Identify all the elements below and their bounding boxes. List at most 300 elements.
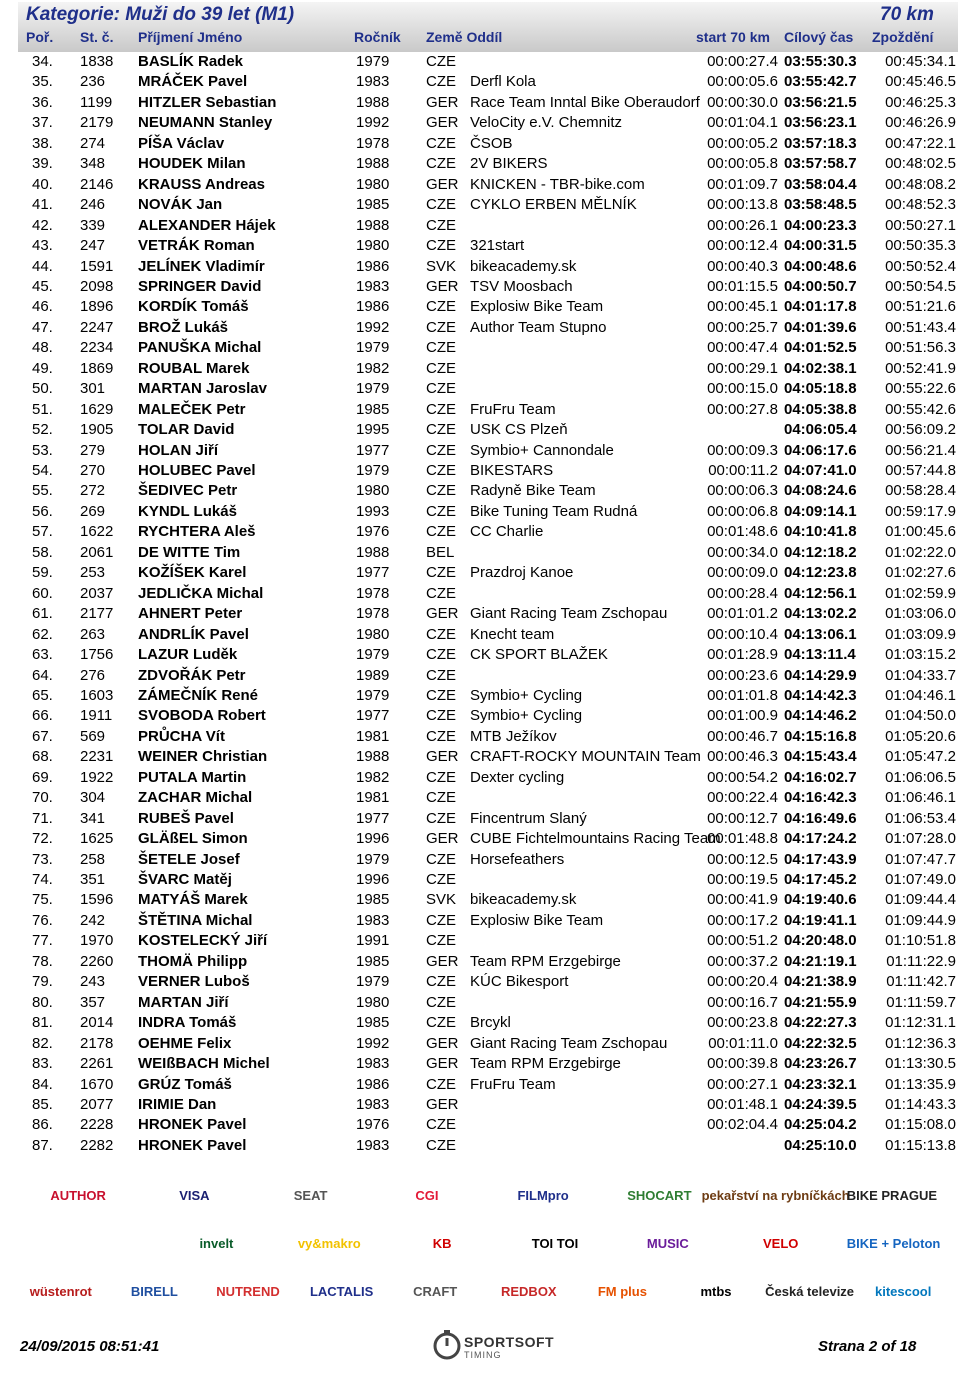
club-cell: TSV Moosbach: [470, 277, 573, 295]
col-header-gap: Zpoždění: [872, 29, 934, 45]
finish-time-cell: 04:02:38.1: [784, 359, 857, 377]
country-cell: SVK: [426, 257, 457, 275]
col-header-finish: Cílový čas: [784, 29, 854, 45]
gap-cell: 00:50:52.4: [885, 257, 956, 275]
country-cell: CZE: [426, 564, 456, 582]
gap-cell: 01:03:15.2: [885, 646, 956, 664]
gap-cell: 00:45:34.1: [885, 53, 956, 70]
country-cell: GER: [426, 93, 459, 111]
club-cell: Symbio+ Cannondale: [470, 441, 614, 459]
col-header-rank: Poř.: [26, 29, 54, 45]
finish-time-cell: 04:05:18.8: [784, 380, 857, 398]
sponsor-logo: AUTHOR: [50, 1187, 106, 1203]
country-cell: CZE: [426, 359, 456, 377]
table-row: [0, 1034, 960, 1054]
start-time-cell: 00:01:00.9: [707, 707, 778, 725]
table-row: [0, 277, 960, 297]
club-cell: Symbio+ Cycling: [470, 686, 583, 704]
gap-cell: 00:46:26.9: [885, 114, 956, 132]
start-number-cell: 2098: [80, 277, 114, 295]
start-number-cell: 1670: [80, 1075, 114, 1093]
sponsor-logo: KB: [432, 1235, 452, 1251]
gap-cell: 01:07:28.0: [885, 830, 956, 848]
birth-year-cell: 1979: [356, 646, 390, 664]
rider-name-cell: PANUŠKA Michal: [138, 339, 262, 357]
finish-time-cell: 03:57:18.3: [784, 134, 857, 152]
sponsor-logo: TOI TOI: [531, 1235, 579, 1251]
start-number-cell: 1756: [80, 646, 114, 664]
rider-name-cell: HOLAN Jiří: [138, 441, 219, 459]
country-cell: CZE: [426, 441, 456, 459]
start-time-cell: 00:00:16.7: [707, 993, 778, 1011]
table-row: [0, 747, 960, 767]
birth-year-cell: 1982: [356, 359, 390, 377]
rank-cell: 73.: [32, 850, 53, 868]
birth-year-cell: 1978: [356, 134, 390, 152]
country-cell: CZE: [426, 727, 456, 745]
finish-time-cell: 04:00:50.7: [784, 277, 857, 295]
start-time-cell: 00:00:15.0: [707, 380, 778, 398]
start-time-cell: 00:02:04.4: [707, 1116, 778, 1134]
start-number-cell: 269: [80, 502, 106, 520]
table-row: [0, 379, 960, 399]
country-cell: CZE: [426, 809, 456, 827]
table-row: [0, 543, 960, 563]
table-row: [0, 1095, 960, 1115]
club-cell: Giant Racing Team Zschopau: [470, 605, 668, 623]
gap-cell: 01:09:44.4: [885, 891, 956, 909]
start-time-cell: 00:00:09.3: [707, 441, 778, 459]
table-row: [0, 72, 960, 92]
rank-cell: 80.: [32, 993, 53, 1011]
gap-cell: 00:52:41.9: [885, 359, 956, 377]
gap-cell: 01:02:22.0: [885, 543, 956, 561]
club-cell: CK SPORT BLAŽEK: [470, 646, 608, 664]
start-time-cell: 00:00:27.4: [707, 53, 778, 70]
start-time-cell: 00:00:29.1: [707, 359, 778, 377]
rider-name-cell: TOLAR David: [138, 421, 235, 439]
finish-time-cell: 04:00:23.3: [784, 216, 857, 234]
col-header-start-no: St. č.: [80, 29, 114, 45]
country-cell: CZE: [426, 462, 456, 479]
start-number-cell: 2177: [80, 605, 114, 623]
start-number-cell: 2247: [80, 318, 114, 336]
finish-time-cell: 04:06:05.4: [784, 421, 857, 439]
table-row: [0, 236, 960, 256]
gap-cell: 01:10:51.8: [885, 932, 956, 950]
country-cell: GER: [426, 952, 459, 970]
club-cell: bikeacademy.sk: [470, 257, 577, 275]
start-time-cell: 00:00:22.4: [707, 789, 778, 807]
rank-cell: 58.: [32, 543, 53, 561]
category-title: Kategorie: Muži do 39 let (M1): [26, 4, 295, 25]
col-header-name: Příjmení Jméno: [138, 29, 243, 45]
start-number-cell: 2178: [80, 1034, 114, 1052]
start-time-cell: 00:00:06.8: [707, 502, 778, 520]
country-cell: CZE: [426, 155, 456, 173]
gap-cell: 00:50:27.1: [885, 216, 956, 234]
finish-time-cell: 04:13:06.1: [784, 625, 857, 643]
start-number-cell: 243: [80, 973, 106, 991]
start-number-cell: 272: [80, 482, 106, 500]
gap-cell: 01:02:59.9: [885, 584, 956, 602]
finish-time-cell: 04:19:41.1: [784, 911, 857, 929]
birth-year-cell: 1983: [356, 911, 390, 929]
sponsor-logo: FM plus: [597, 1283, 647, 1299]
birth-year-cell: 1979: [356, 462, 390, 479]
club-cell: FruFru Team: [470, 400, 556, 418]
start-number-cell: 1596: [80, 891, 114, 909]
country-cell: CZE: [426, 911, 456, 929]
sponsor-logo: NUTREND: [216, 1283, 280, 1299]
rider-name-cell: WEINER Christian: [138, 748, 268, 766]
birth-year-cell: 1977: [356, 441, 390, 459]
rank-cell: 41.: [32, 196, 53, 214]
rank-cell: 68.: [32, 748, 53, 766]
finish-time-cell: 03:58:04.4: [784, 175, 857, 193]
rider-name-cell: ZACHAR Michal: [138, 789, 253, 807]
sponsor-logo: vy&makro: [297, 1235, 361, 1251]
gap-cell: 00:55:22.6: [885, 380, 956, 398]
start-time-cell: 00:00:51.2: [707, 932, 778, 950]
start-time-cell: 00:00:05.8: [707, 155, 778, 173]
birth-year-cell: 1985: [356, 1014, 390, 1032]
sponsor-logo: VELO: [763, 1235, 799, 1251]
country-cell: BEL: [426, 543, 455, 561]
rider-name-cell: RYCHTERA Aleš: [138, 523, 256, 541]
table-row: [0, 809, 960, 829]
birth-year-cell: 1980: [356, 482, 390, 500]
country-cell: GER: [426, 605, 459, 623]
rank-cell: 52.: [32, 421, 53, 439]
table-row: [0, 584, 960, 604]
start-time-cell: 00:01:28.9: [707, 646, 778, 664]
sportsoft-logo: [432, 1326, 555, 1366]
birth-year-cell: 1976: [356, 523, 390, 541]
rider-name-cell: THOMÄ Philipp: [138, 952, 248, 970]
table-row: [0, 318, 960, 338]
rank-cell: 62.: [32, 625, 53, 643]
finish-time-cell: 04:16:49.6: [784, 809, 857, 827]
finish-time-cell: 04:17:45.2: [784, 871, 857, 888]
table-row: [0, 993, 960, 1013]
table-row: [0, 952, 960, 972]
rank-cell: 67.: [32, 727, 53, 745]
table-row: [0, 645, 960, 665]
club-cell: CUBE Fichtelmountains Racing Team: [470, 830, 721, 848]
rider-name-cell: ANDRLÍK Pavel: [138, 625, 249, 643]
rank-cell: 51.: [32, 400, 53, 418]
gap-cell: 01:03:06.0: [885, 605, 956, 623]
rider-name-cell: KRAUSS Andreas: [138, 175, 265, 193]
table-row: [0, 972, 960, 992]
rider-name-cell: HRONEK Pavel: [138, 1136, 247, 1154]
rider-name-cell: HOLUBEC Pavel: [138, 462, 256, 479]
rider-name-cell: IRIMIE Dan: [138, 1095, 217, 1113]
finish-time-cell: 03:57:58.7: [784, 155, 857, 173]
sponsor-logo: CGI: [415, 1187, 439, 1203]
start-time-cell: 00:00:06.3: [707, 482, 778, 500]
start-number-cell: 247: [80, 237, 106, 255]
table-row: [0, 297, 960, 317]
start-time-cell: 00:00:54.2: [707, 768, 778, 786]
birth-year-cell: 1979: [356, 850, 390, 868]
table-row: [0, 890, 960, 910]
finish-time-cell: 04:12:23.8: [784, 564, 857, 582]
sponsor-logo: FILMpro: [517, 1187, 569, 1203]
rider-name-cell: MRÁČEK Pavel: [138, 73, 248, 91]
gap-cell: 01:03:09.9: [885, 625, 956, 643]
club-cell: Team RPM Erzgebirge: [470, 952, 621, 970]
gap-cell: 01:04:33.7: [885, 666, 956, 684]
rider-name-cell: JELÍNEK Vladimír: [138, 257, 265, 275]
table-row: [0, 1013, 960, 1033]
rank-cell: 53.: [32, 441, 53, 459]
start-time-cell: 00:00:05.2: [707, 134, 778, 152]
start-number-cell: 242: [80, 911, 106, 929]
rider-name-cell: VERNER Luboš: [138, 973, 250, 991]
rank-cell: 42.: [32, 216, 53, 234]
start-number-cell: 2261: [80, 1055, 114, 1073]
finish-time-cell: 04:01:17.8: [784, 298, 857, 316]
club-cell: CRAFT-ROCKY MOUNTAIN Team: [470, 748, 701, 766]
start-number-cell: 1896: [80, 298, 114, 316]
country-cell: GER: [426, 277, 459, 295]
rider-name-cell: KORDÍK Tomáš: [138, 298, 249, 316]
country-cell: CZE: [426, 666, 456, 684]
club-cell: KÚC Bikesport: [470, 973, 569, 991]
start-time-cell: 00:00:12.4: [707, 237, 778, 255]
finish-time-cell: 03:55:42.7: [784, 73, 857, 91]
start-time-cell: 00:01:15.5: [707, 277, 778, 295]
rider-name-cell: MARTAN Jaroslav: [138, 380, 267, 398]
start-time-cell: 00:00:34.0: [707, 543, 778, 561]
country-cell: CZE: [426, 1075, 456, 1093]
start-number-cell: 341: [80, 809, 106, 827]
start-time-cell: 00:00:25.7: [707, 318, 778, 336]
finish-time-cell: 04:00:31.5: [784, 237, 857, 255]
gap-cell: 01:07:47.7: [885, 850, 956, 868]
sponsor-logo: wüstenrot: [29, 1283, 92, 1299]
table-row: [0, 400, 960, 420]
birth-year-cell: 1988: [356, 543, 390, 561]
finish-time-cell: 04:00:48.6: [784, 257, 857, 275]
birth-year-cell: 1981: [356, 727, 390, 745]
rank-cell: 39.: [32, 155, 53, 173]
table-row: [0, 625, 960, 645]
rank-cell: 63.: [32, 646, 53, 664]
birth-year-cell: 1977: [356, 707, 390, 725]
sponsor-logo: REDBOX: [500, 1283, 557, 1299]
table-row: [0, 727, 960, 747]
birth-year-cell: 1977: [356, 564, 390, 582]
start-time-cell: 00:00:23.8: [707, 1014, 778, 1032]
country-cell: CZE: [426, 523, 456, 541]
country-cell: CZE: [426, 400, 456, 418]
rank-cell: 85.: [32, 1095, 53, 1113]
start-time-cell: 00:01:48.8: [707, 830, 778, 848]
country-cell: CZE: [426, 339, 456, 357]
start-number-cell: 2231: [80, 748, 114, 766]
start-number-cell: 2037: [80, 584, 114, 602]
rider-name-cell: RUBEŠ Pavel: [138, 809, 234, 827]
start-time-cell: 00:00:09.0: [707, 564, 778, 582]
country-cell: CZE: [426, 768, 456, 786]
footer-datetime: 24/09/2015 08:51:41: [20, 1338, 160, 1355]
country-cell: CZE: [426, 298, 456, 316]
table-row: [0, 216, 960, 236]
table-row: [0, 93, 960, 113]
sponsor-logo: SHOCART: [627, 1187, 692, 1203]
col-header-year: Ročník: [354, 29, 401, 45]
sponsor-logos: [0, 1170, 960, 1320]
gap-cell: 01:04:46.1: [885, 686, 956, 704]
country-cell: CZE: [426, 421, 456, 439]
start-number-cell: 2260: [80, 952, 114, 970]
start-number-cell: 1622: [80, 523, 114, 541]
start-number-cell: 236: [80, 73, 106, 91]
gap-cell: 00:56:09.2: [885, 421, 956, 439]
gap-cell: 01:04:50.0: [885, 707, 956, 725]
country-cell: CZE: [426, 625, 456, 643]
table-row: [0, 1115, 960, 1135]
country-cell: CZE: [426, 482, 456, 500]
birth-year-cell: 1988: [356, 155, 390, 173]
col-header-start: start 70 km: [696, 29, 770, 45]
club-cell: Knecht team: [470, 625, 555, 643]
table-row: [0, 420, 960, 440]
rider-name-cell: WEIßBACH Michel: [138, 1055, 270, 1073]
club-cell: Symbio+ Cycling: [470, 707, 583, 725]
rank-cell: 75.: [32, 891, 53, 909]
finish-time-cell: 04:16:02.7: [784, 768, 857, 786]
rank-cell: 43.: [32, 237, 53, 255]
start-number-cell: 351: [80, 871, 106, 888]
country-cell: CZE: [426, 789, 456, 807]
finish-time-cell: 03:58:48.5: [784, 196, 857, 214]
finish-time-cell: 04:23:26.7: [784, 1055, 857, 1073]
rank-cell: 50.: [32, 380, 53, 398]
finish-time-cell: 04:23:32.1: [784, 1075, 857, 1093]
finish-time-cell: 04:22:32.5: [784, 1034, 857, 1052]
rank-cell: 38.: [32, 134, 53, 152]
finish-time-cell: 04:24:39.5: [784, 1095, 857, 1113]
club-cell: Bike Tuning Team Rudná: [470, 502, 638, 520]
birth-year-cell: 1985: [356, 400, 390, 418]
rider-name-cell: VETRÁK Roman: [138, 237, 255, 255]
sponsor-logo: pekařství na rybníčkách: [701, 1187, 850, 1203]
sportsoft-brand: SPORTSOFT: [464, 1334, 555, 1350]
rider-name-cell: ŠTĚTINA Michal: [138, 911, 253, 929]
club-cell: CC Charlie: [470, 523, 544, 541]
gap-cell: 01:06:06.5: [885, 768, 956, 786]
rank-cell: 86.: [32, 1116, 53, 1134]
start-number-cell: 276: [80, 666, 106, 684]
country-cell: CZE: [426, 707, 456, 725]
gap-cell: 00:56:21.4: [885, 441, 956, 459]
gap-cell: 01:13:30.5: [885, 1055, 956, 1073]
gap-cell: 00:51:56.3: [885, 339, 956, 357]
start-time-cell: 00:01:11.0: [708, 1034, 778, 1052]
birth-year-cell: 1985: [356, 952, 390, 970]
start-number-cell: 1905: [80, 421, 114, 439]
start-number-cell: 348: [80, 155, 106, 173]
birth-year-cell: 1996: [356, 830, 390, 848]
gap-cell: 01:15:08.0: [885, 1116, 956, 1134]
start-time-cell: 00:00:12.7: [707, 809, 778, 827]
sponsor-logo: MUSIC: [646, 1235, 689, 1251]
finish-time-cell: 04:06:17.6: [784, 441, 857, 459]
table-row: [0, 257, 960, 277]
club-cell: Radyně Bike Team: [470, 482, 596, 500]
rider-name-cell: JEDLIČKA Michal: [138, 584, 264, 602]
birth-year-cell: 1983: [356, 1136, 390, 1154]
rider-name-cell: ALEXANDER Hájek: [138, 216, 276, 234]
birth-year-cell: 1986: [356, 1075, 390, 1093]
sponsor-logo: invelt: [199, 1235, 234, 1251]
country-cell: GER: [426, 1034, 459, 1052]
rank-cell: 72.: [32, 830, 53, 848]
rider-name-cell: DE WITTE Tim: [138, 543, 241, 561]
rider-name-cell: PÍŠA Václav: [138, 134, 225, 152]
rank-cell: 36.: [32, 93, 53, 111]
birth-year-cell: 1979: [356, 339, 390, 357]
birth-year-cell: 1988: [356, 216, 390, 234]
gap-cell: 01:11:22.9: [886, 952, 956, 970]
club-cell: Race Team Inntal Bike Oberaudorf: [470, 93, 700, 111]
finish-time-cell: 04:25:04.2: [784, 1116, 857, 1134]
country-cell: GER: [426, 748, 459, 766]
gap-cell: 01:11:59.7: [886, 993, 956, 1011]
table-row: [0, 931, 960, 951]
birth-year-cell: 1978: [356, 584, 390, 602]
start-time-cell: 00:00:26.1: [707, 216, 778, 234]
distance-title: 70 km: [880, 4, 934, 25]
rider-name-cell: ŠVARC Matěj: [138, 871, 232, 888]
start-number-cell: 2228: [80, 1116, 114, 1134]
birth-year-cell: 1985: [356, 891, 390, 909]
country-cell: CZE: [426, 993, 456, 1011]
country-cell: CZE: [426, 850, 456, 868]
gap-cell: 01:06:53.4: [885, 809, 956, 827]
rider-name-cell: ŠEDIVEC Petr: [138, 482, 238, 500]
country-cell: CZE: [426, 73, 456, 91]
rider-name-cell: MALEČEK Petr: [138, 400, 246, 418]
start-number-cell: 270: [80, 462, 106, 479]
club-cell: Fincentrum Slaný: [470, 809, 587, 827]
start-number-cell: 1970: [80, 932, 114, 950]
rank-cell: 60.: [32, 584, 53, 602]
start-time-cell: 00:01:48.6: [707, 523, 778, 541]
rank-cell: 37.: [32, 114, 53, 132]
gap-cell: 00:48:02.5: [885, 155, 956, 173]
sponsor-logo: SEAT: [293, 1187, 328, 1203]
finish-time-cell: 04:15:43.4: [784, 748, 857, 766]
birth-year-cell: 1979: [356, 380, 390, 398]
country-cell: CZE: [426, 53, 456, 70]
gap-cell: 01:12:36.3: [885, 1034, 956, 1052]
table-row: [0, 441, 960, 461]
rider-name-cell: MATYÁŠ Marek: [138, 891, 248, 909]
start-number-cell: 339: [80, 216, 106, 234]
club-cell: Team RPM Erzgebirge: [470, 1055, 621, 1073]
rank-cell: 76.: [32, 911, 53, 929]
country-cell: GER: [426, 1095, 459, 1113]
rank-cell: 61.: [32, 605, 53, 623]
rank-cell: 78.: [32, 952, 53, 970]
sponsor-logo: VISA: [179, 1187, 210, 1203]
rank-cell: 83.: [32, 1055, 53, 1073]
